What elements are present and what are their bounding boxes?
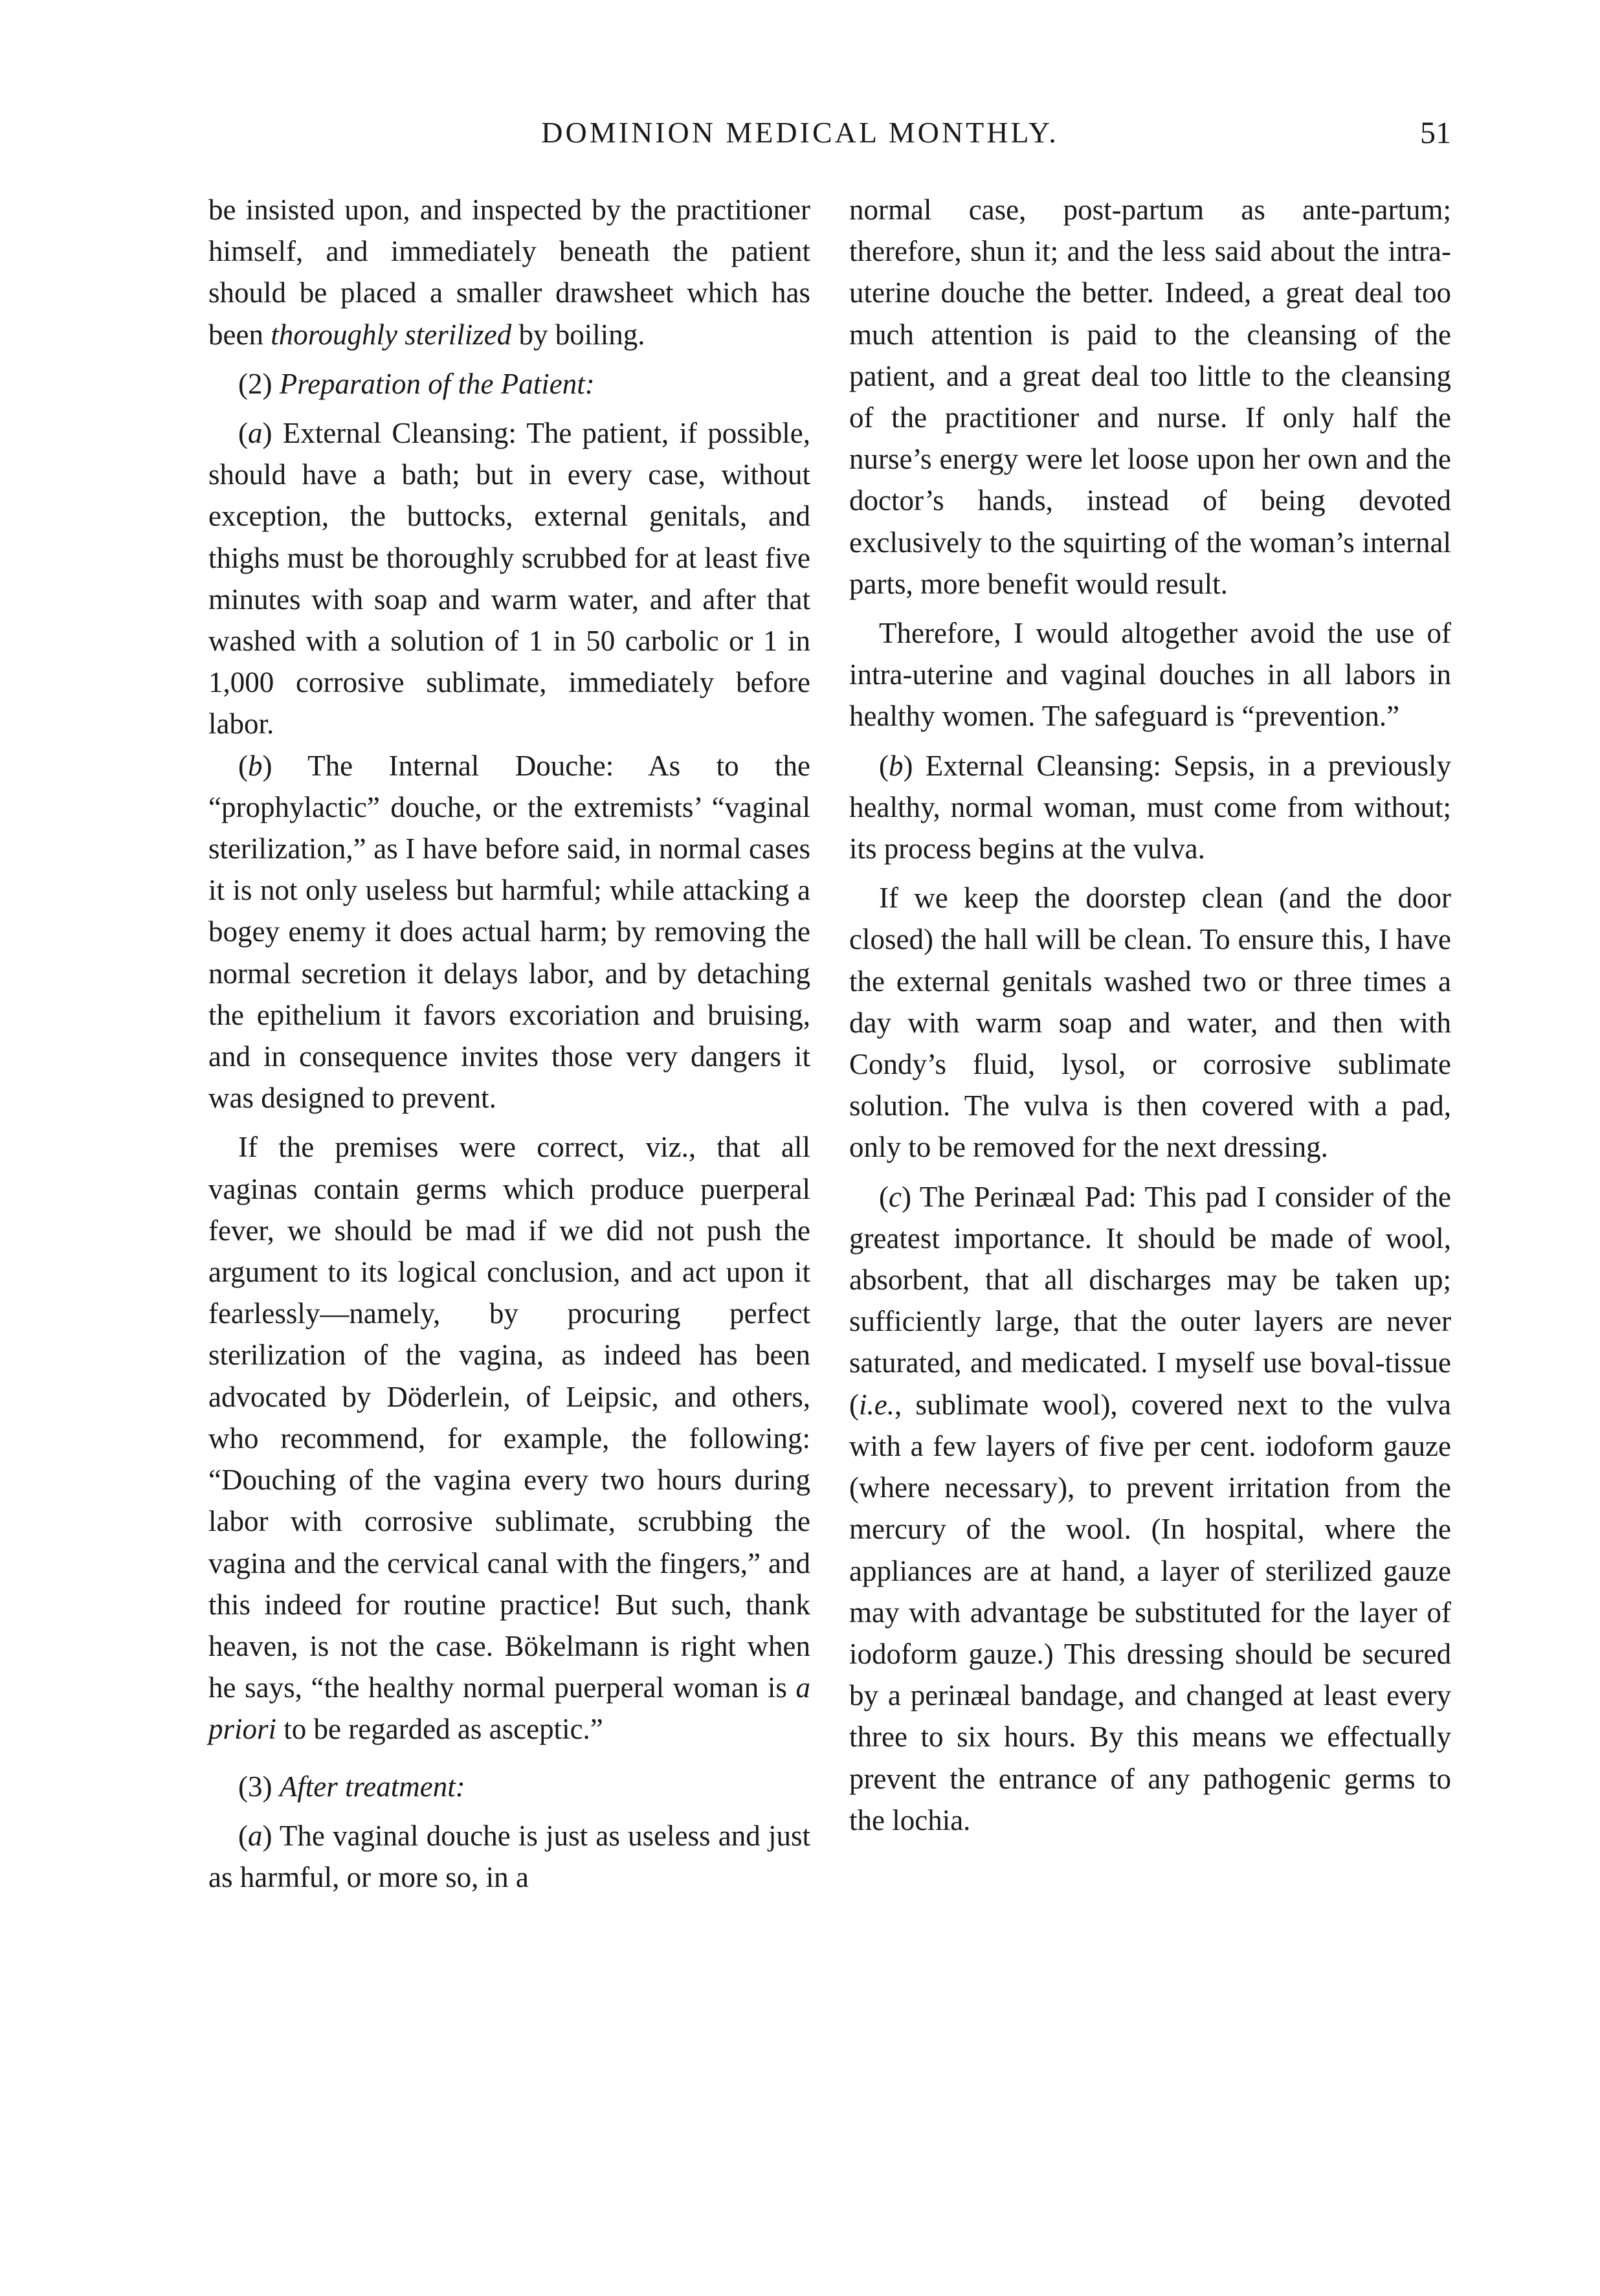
section-heading-after-treatment: (3) After treatment:: [238, 1770, 465, 1803]
paragraph-external-cleansing: (a) External Cleansing: The patient, if possible, should have a bath; but in every case, without exception, the buttocks, external genitals, and thighs must be thoroughly scrubbed for at least five minutes with soap and warm water, and after that washed with a solution of 1 in 50 carbolic or 1 in 1,000 corrosive sublimate, immediately before labor.: [208, 417, 810, 741]
emphasis-a-priori: a priori: [208, 1671, 810, 1746]
paragraph-external-cleansing-sepsis: (b) External Cleansing: Sepsis, in a previously healthy, normal woman, must come from without; its process begins at the vulva.: [849, 749, 1451, 865]
emphasis-thoroughly-sterilized: thoroughly sterilized: [271, 318, 512, 351]
paragraph-vaginal-douche: (a) The vaginal douche is just as useless and just as harmful, or more so, in a: [208, 1819, 810, 1893]
running-title: DOMINION MEDICAL MONTHLY.: [541, 116, 1059, 149]
emphasis-ie: i.e.: [859, 1388, 894, 1421]
page-number: 51: [1420, 116, 1451, 150]
paragraph-perinaeal-pad: (c) The Perinæal Pad: This pad I consider of the greatest importance. It should be made of wool, absorbent, that all discharges may be taken up; sufficiently large, that the outer layers are never saturated, and medicated. I myself use boval-tissue (i.e., sublimate wool), covered next to the vulva with a few layers of five per cent. iodoform gauze (where necessary), to prevent irritation from the mercury of the wool. (In hospital, where the appliances are at hand, a layer of sterilized gauze may with advantage be substituted for the layer of iodoform gauze.) This dressing should be secured by a perinæal bandage, and changed at least every three to six hours. By this means we effectually prevent the entrance of any pathogenic germs to the lochia.: [849, 1180, 1451, 1836]
page-header: [0, 115, 1600, 167]
paragraph-therefore: Therefore, I would altogether avoid the use of intra-uterine and vaginal douches in all labors in healthy women. The safeguard is “prevention.”: [849, 617, 1451, 733]
paragraph-post-partum: normal case, post-partum as ante-partum; therefore, shun it; and the less said about the intra-uterine douche the better. Indeed, a great deal too much attention is paid to the cleansing of the patient, and a great deal too little to the cleansing of the practitioner and nurse. If only half the nurse’s energy were let loose upon her own and the doctor’s hands, instead of being devoted exclusively to the squirting of the woman’s internal parts, more benefit would result.: [849, 194, 1451, 600]
section-heading-preparation: (2) Preparation of the Patient:: [238, 367, 595, 400]
paragraph-internal-douche: (b) The Internal Douche: As to the “prophylactic” douche, or the extremists’ “vaginal sterilization,” as I have before said, in normal cases it is not only useless but harmful; while attacking a bogey enemy it does actual harm; by removing the normal secretion it delays labor, and by detaching the epithelium it favors excoriation and bruising, and in consequence invites those very dangers it was designed to prevent.: [208, 749, 810, 1115]
paragraph-doorstep: If we keep the doorstep clean (and the door closed) the hall will be clean. To ensure this, I have the external genitals washed two or three times a day with warm soap and water, and then with Condy’s fluid, lysol, or corrosive sublimate solution. The vulva is then covered with a pad, only to be removed for the next dressing.: [849, 882, 1451, 1164]
paragraph-premises: If the premises were correct, viz., that all vaginas contain germs which produce puerperal fever, we should be mad if we did not push the argument to its logical conclusion, and act upon it fearlessly—namely, by procuring perfect sterilization of the vagina, as indeed has been advocated by Döderlein, of Leipsic, and others, who recommend, for example, the following: “Douching of the vagina every two hours during labor with corrosive sublimate, scrubbing the vagina and the cervical canal with the fingers,” and this indeed for routine practice! But such, thank heaven, is not the case. Bökelmann is right when he says, “the healthy normal puerperal woman is a priori to be regarded as asceptic.”: [208, 1131, 810, 1746]
paragraph-drawsheet: be insisted upon, and inspected by the practitioner himself, and immediately beneath the patient should be placed a smaller drawsheet which has been thoroughly sterilized by boiling.: [208, 194, 810, 351]
right-column: [849, 189, 1451, 1841]
left-column: [208, 189, 810, 1898]
